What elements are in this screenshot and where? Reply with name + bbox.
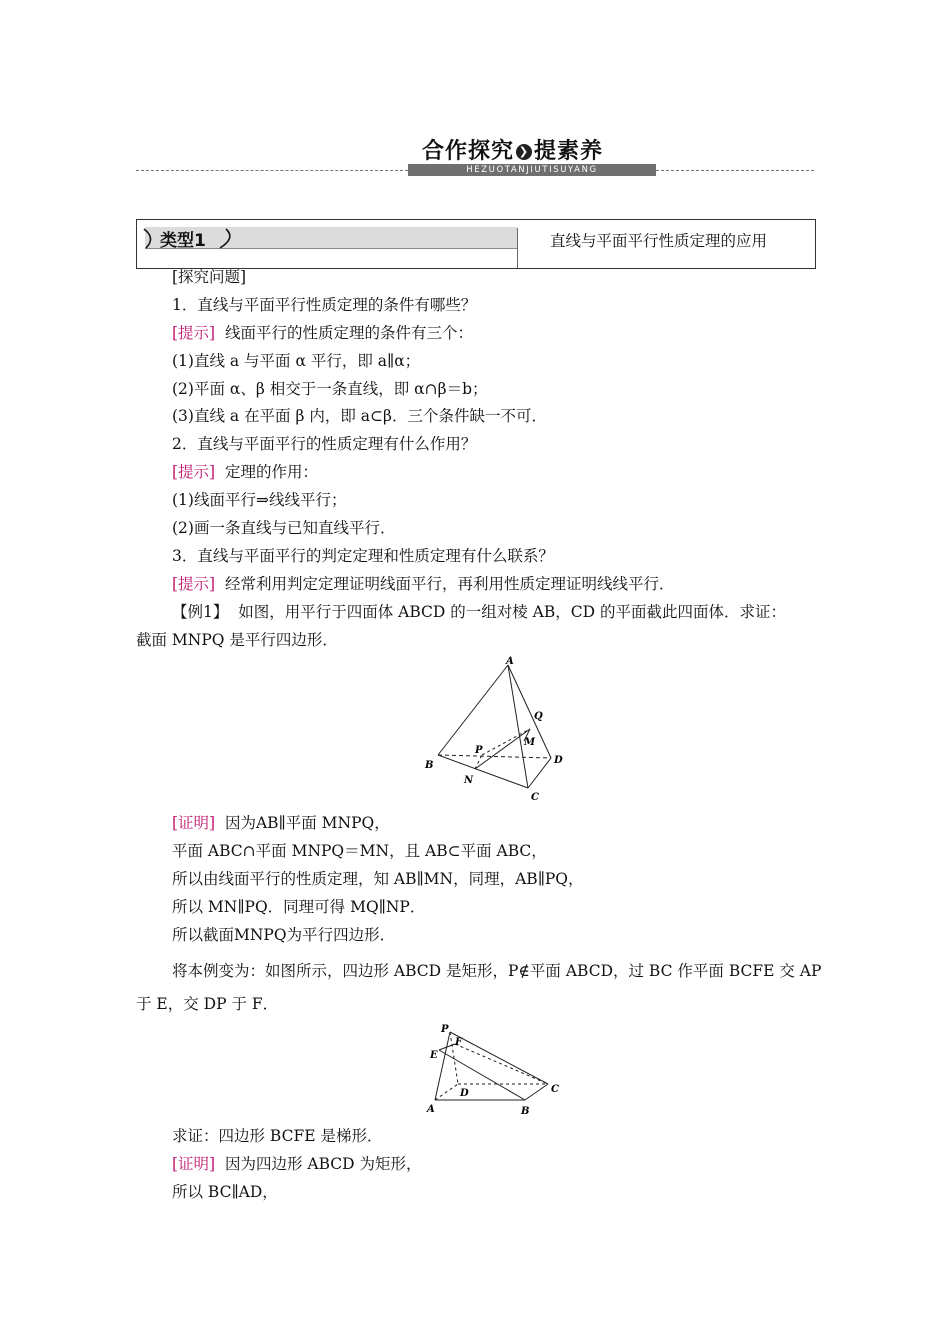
section-tab-divider <box>517 228 518 268</box>
proof-1-line-3: 所以由线面平行的性质定理，知 AB∥MN，同理，AB∥PQ， <box>172 870 584 888</box>
fig1-label-n: N <box>464 775 474 786</box>
fig2-label-d: D <box>460 1088 469 1099</box>
fig2-label-c: C <box>551 1084 559 1095</box>
effect-2: (2)画一条直线与已知直线平行． <box>172 519 396 537</box>
effect-1: (1)线面平行⇒线线平行； <box>172 491 347 509</box>
tetrahedron-figure <box>420 655 570 805</box>
fig2-label-e: E <box>430 1050 438 1061</box>
fig1-label-c: C <box>531 792 539 803</box>
proof-1-line-1 <box>172 813 390 833</box>
header-dash-line-right <box>656 170 814 171</box>
condition-1: (1)直线 a 与平面 α 平行，即 a∥α； <box>172 352 421 370</box>
chevron-right-icon: ❯ <box>516 144 532 160</box>
example-1-line-1 <box>172 602 786 622</box>
header-title-right: 提素养 <box>534 139 604 164</box>
header-subtitle: HEZUOTANJIUTISUYANG <box>408 164 656 176</box>
question-2: 2．直线与平面平行的性质定理有什么作用？ <box>172 435 477 453</box>
fig1-label-m: M <box>524 737 536 748</box>
proof-1-line-4: 所以 MN∥PQ．同理可得 MQ∥NP． <box>172 898 426 916</box>
hint-2 <box>172 462 318 482</box>
condition-2: (2)平面 α、β 相交于一条直线，即 α∩β＝b； <box>172 380 488 398</box>
question-1: 1．直线与平面平行性质定理的条件有哪些？ <box>172 296 477 314</box>
section-label: 类型1 <box>160 231 206 251</box>
hint-2-text: 定理的作用： <box>224 463 318 481</box>
example-1-label: 【例1】 <box>172 603 229 621</box>
header-title <box>422 134 603 165</box>
hint-1 <box>172 323 473 343</box>
header-dash-line-left <box>136 170 408 171</box>
proof-1-line-2: 平面 ABC∩平面 MNPQ＝MN，且 AB⊂平面 ABC， <box>172 842 547 860</box>
fig2-label-b: B <box>521 1106 530 1117</box>
fig1-label-d: D <box>554 755 563 766</box>
fig1-label-a: A <box>506 656 514 667</box>
question-3: 3．直线与平面平行的判定定理和性质定理有什么联系？ <box>172 547 554 565</box>
tip-label: [提示] <box>172 463 216 481</box>
fig1-label-p: P <box>475 745 483 756</box>
proof-label: [证明] <box>172 1155 216 1173</box>
example-1-text-1: 如图，用平行于四面体 ABCD 的一组对棱 AB，CD 的平面截此四面体．求证： <box>238 603 786 621</box>
fig2-label-f: F <box>455 1037 463 1048</box>
variant-text-1: 将本例变为：如图所示，四边形 ABCD 是矩形，P∉平面 ABCD，过 BC 作平面 BCFE 交 AP <box>172 962 822 980</box>
condition-3: (3)直线 a 在平面 β 内，即 a⊂β．三个条件缺一不可． <box>172 407 547 425</box>
hint-3 <box>172 574 674 594</box>
tip-label: [提示] <box>172 575 216 593</box>
proof-1-text-1: 因为AB∥平面 MNPQ， <box>224 814 390 832</box>
hint-1-text: 线面平行的性质定理的条件有三个： <box>224 324 473 342</box>
fig1-label-b: B <box>425 760 434 771</box>
hint-3-text: 经常利用判定定理证明线面平行，再利用性质定理证明线线平行． <box>224 575 675 593</box>
fig2-label-a: A <box>427 1104 435 1115</box>
variant-proof-line-2: 所以 BC∥AD， <box>172 1183 278 1201</box>
fig1-label-q: Q <box>534 711 543 722</box>
section-title: 直线与平面平行性质定理的应用 <box>550 232 768 250</box>
variant-proof-line-1 <box>172 1154 421 1174</box>
variant-proof-text-1: 因为四边形 ABCD 为矩形， <box>224 1155 422 1173</box>
fig2-label-p: P <box>441 1024 449 1035</box>
example-1-text-2: 截面 MNPQ 是平行四边形． <box>136 631 338 649</box>
explore-heading: [探究问题] <box>172 268 247 286</box>
tip-label: [提示] <box>172 324 216 342</box>
pyramid-figure <box>425 1020 565 1120</box>
variant-text-2: 于 E，交 DP 于 F． <box>136 995 279 1013</box>
header-title-left: 合作探究 <box>422 139 515 164</box>
variant-goal: 求证：四边形 BCFE 是梯形． <box>172 1127 383 1145</box>
proof-1-line-5: 所以截面MNPQ为平行四边形． <box>172 926 396 944</box>
proof-label: [证明] <box>172 814 216 832</box>
